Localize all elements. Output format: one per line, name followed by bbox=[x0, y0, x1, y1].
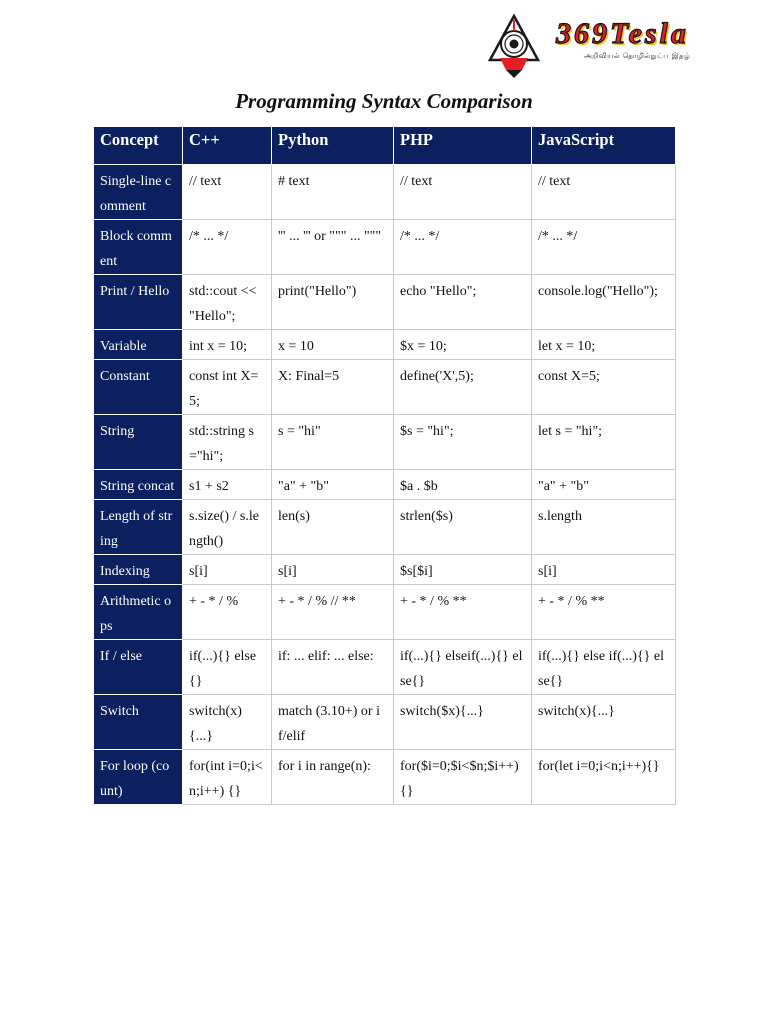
cpp-cell: s.size() / s.length() bbox=[183, 500, 272, 555]
concept-cell: Variable bbox=[94, 330, 183, 360]
table-row bbox=[94, 750, 676, 805]
javascript-cell: let x = 10; bbox=[532, 330, 676, 360]
cpp-cell: std::string s="hi"; bbox=[183, 415, 272, 470]
table-row bbox=[94, 640, 676, 695]
python-cell: X: Final=5 bbox=[272, 360, 394, 415]
table-row bbox=[94, 415, 676, 470]
concept-cell: Arithmetic ops bbox=[94, 585, 183, 640]
header-row bbox=[94, 127, 676, 165]
javascript-cell: /* ... */ bbox=[532, 220, 676, 275]
header-python: Python bbox=[272, 127, 394, 165]
cpp-cell: const int X=5; bbox=[183, 360, 272, 415]
concept-cell: Single-line comment bbox=[94, 165, 183, 220]
php-cell: for($i=0;$i<$n;$i++){} bbox=[394, 750, 532, 805]
javascript-cell: // text bbox=[532, 165, 676, 220]
cpp-cell: int x = 10; bbox=[183, 330, 272, 360]
javascript-cell: s.length bbox=[532, 500, 676, 555]
concept-cell: Length of string bbox=[94, 500, 183, 555]
php-cell: /* ... */ bbox=[394, 220, 532, 275]
javascript-cell: console.log("Hello"); bbox=[532, 275, 676, 330]
table-row bbox=[94, 585, 676, 640]
php-cell: echo "Hello"; bbox=[394, 275, 532, 330]
python-cell: len(s) bbox=[272, 500, 394, 555]
logo-wordmark: 369Tesla bbox=[556, 17, 689, 50]
tesla-emblem-icon bbox=[488, 14, 540, 80]
javascript-cell: + - * / % ** bbox=[532, 585, 676, 640]
concept-cell: Block comment bbox=[94, 220, 183, 275]
cpp-cell: s1 + s2 bbox=[183, 470, 272, 500]
php-cell: // text bbox=[394, 165, 532, 220]
python-cell: "a" + "b" bbox=[272, 470, 394, 500]
concept-cell: Constant bbox=[94, 360, 183, 415]
javascript-cell: for(let i=0;i<n;i++){} bbox=[532, 750, 676, 805]
javascript-cell: "a" + "b" bbox=[532, 470, 676, 500]
python-cell: for i in range(n): bbox=[272, 750, 394, 805]
python-cell: ''' ... ''' or """ ... """ bbox=[272, 220, 394, 275]
cpp-cell: if(...){} else{} bbox=[183, 640, 272, 695]
table-row bbox=[94, 165, 676, 220]
header-javascript: JavaScript bbox=[532, 127, 676, 165]
php-cell: define('X',5); bbox=[394, 360, 532, 415]
table-row bbox=[94, 470, 676, 500]
concept-cell: Print / Hello bbox=[94, 275, 183, 330]
table-row bbox=[94, 695, 676, 750]
javascript-cell: s[i] bbox=[532, 555, 676, 585]
cpp-cell: // text bbox=[183, 165, 272, 220]
concept-cell: If / else bbox=[94, 640, 183, 695]
php-cell: $a . $b bbox=[394, 470, 532, 500]
python-cell: x = 10 bbox=[272, 330, 394, 360]
cpp-cell: switch(x){...} bbox=[183, 695, 272, 750]
python-cell: if: ... elif: ... else: bbox=[272, 640, 394, 695]
php-cell: switch($x){...} bbox=[394, 695, 532, 750]
table-body bbox=[94, 165, 676, 805]
php-cell: + - * / % ** bbox=[394, 585, 532, 640]
table-row bbox=[94, 220, 676, 275]
table-row bbox=[94, 330, 676, 360]
page-title: Programming Syntax Comparison bbox=[235, 89, 533, 113]
table-row bbox=[94, 275, 676, 330]
header-php: PHP bbox=[394, 127, 532, 165]
php-cell: if(...){} elseif(...){} else{} bbox=[394, 640, 532, 695]
python-cell: match (3.10+) or if/elif bbox=[272, 695, 394, 750]
header-cpp: C++ bbox=[183, 127, 272, 165]
table-header bbox=[94, 127, 676, 165]
concept-cell: String bbox=[94, 415, 183, 470]
cpp-cell: s[i] bbox=[183, 555, 272, 585]
syntax-comparison-table bbox=[93, 126, 676, 805]
php-cell: $x = 10; bbox=[394, 330, 532, 360]
javascript-cell: if(...){} else if(...){} else{} bbox=[532, 640, 676, 695]
python-cell: # text bbox=[272, 165, 394, 220]
cpp-cell: + - * / % bbox=[183, 585, 272, 640]
concept-cell: Switch bbox=[94, 695, 183, 750]
table-row bbox=[94, 500, 676, 555]
python-cell: print("Hello") bbox=[272, 275, 394, 330]
javascript-cell: const X=5; bbox=[532, 360, 676, 415]
python-cell: + - * / % // ** bbox=[272, 585, 394, 640]
cpp-cell: std::cout << "Hello"; bbox=[183, 275, 272, 330]
table-row bbox=[94, 360, 676, 415]
javascript-cell: switch(x){...} bbox=[532, 695, 676, 750]
cpp-cell: for(int i=0;i<n;i++) {} bbox=[183, 750, 272, 805]
header-concept: Concept bbox=[94, 127, 183, 165]
concept-cell: Indexing bbox=[94, 555, 183, 585]
php-cell: $s[$i] bbox=[394, 555, 532, 585]
concept-cell: For loop (count) bbox=[94, 750, 183, 805]
table-row bbox=[94, 555, 676, 585]
logo-tagline: அறிவியல் தொழில்நுட்ப இதழ் bbox=[584, 52, 691, 60]
python-cell: s[i] bbox=[272, 555, 394, 585]
php-cell: strlen($s) bbox=[394, 500, 532, 555]
php-cell: $s = "hi"; bbox=[394, 415, 532, 470]
cpp-cell: /* ... */ bbox=[183, 220, 272, 275]
logo bbox=[488, 14, 738, 84]
javascript-cell: let s = "hi"; bbox=[532, 415, 676, 470]
concept-cell: String concat bbox=[94, 470, 183, 500]
python-cell: s = "hi" bbox=[272, 415, 394, 470]
